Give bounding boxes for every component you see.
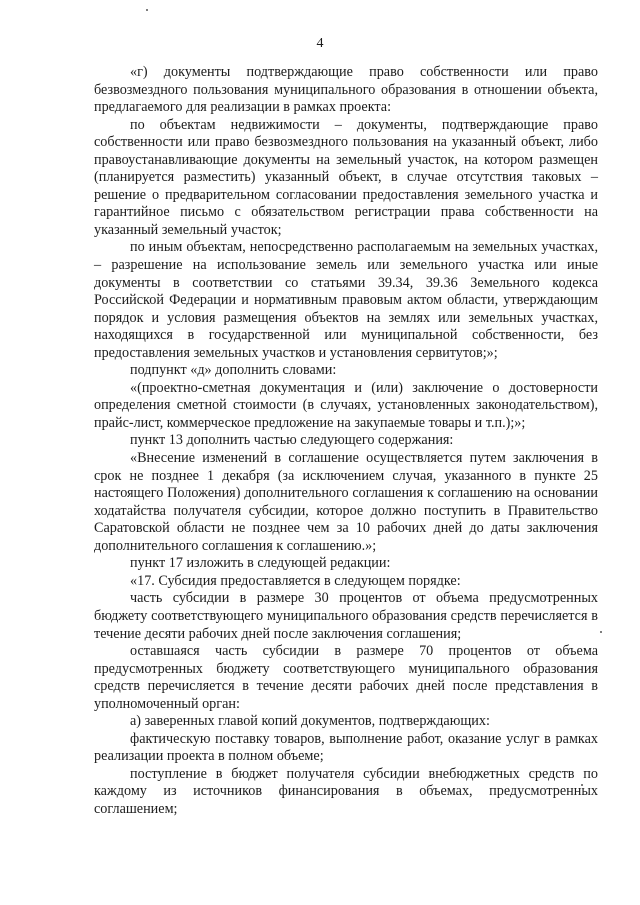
paragraph-design-docs: «(проектно-сметная документация и (или) заключение о достоверности определения сметной стоимости (в случаях, установленных законодательством), прайс-лист, коммерческое предложение на закупаемые товары и т.п.);»; bbox=[94, 379, 598, 431]
paragraph-real-estate: по объектам недвижимости – документы, подтверждающие право собственности или право безвозмездного пользования на указанный объект, либо правоустанавливающие документы на земельный участок, на котором размещен (планируется разместить) указанный объект, в случае отсутствия таковых – решение о предварительном согласовании предоставления земельного участка и гарантийное письмо с обязательством регистрации права собственности на указанный земельный участок; bbox=[94, 116, 598, 238]
paragraph-certified-copies: а) заверенных главой копий документов, подтверждающих: bbox=[130, 713, 490, 730]
paragraph-subsidy-order: «17. Субсидия предоставляется в следующем порядке: bbox=[130, 572, 461, 589]
paragraph-other-objects: по иным объектам, непосредственно располагаемым на земельных участках, – разрешение на использование земель или земельного участка или иные документы в соответствии со статьями 39.34, 39.36 Земельного кодекса Российской Федерации и нормативным правовым актом области, утверждающим порядок и условия размещения объектов на землях или земельных участках, находящихся в государственной или муниципальной собственности, без предоставления земельных участков и установления сервитутов;»; bbox=[94, 239, 598, 361]
paragraph-item-g: «г) документы подтверждающие право собственности или право безвозмездного пользования муниципального образования в отношении объекта, предлагаемого для реализации в рамках проекта: bbox=[94, 64, 598, 116]
page-number: 4 bbox=[316, 36, 324, 51]
paragraph-delivery: фактическую поставку товаров, выполнение работ, оказание услуг в рамках реализации проекта в полном объеме; bbox=[94, 730, 598, 765]
paragraph-item-13: пункт 13 дополнить частью следующего содержания: bbox=[130, 432, 454, 449]
document-body bbox=[94, 64, 598, 819]
paragraph-70-percent: оставшаяся часть субсидии в размере 70 процентов от объема предусмотренных бюджету соответствующего муниципального образования средств перечисляется в течение десяти рабочих дней после представления в уполномоченный орган: bbox=[94, 643, 598, 712]
scan-speck bbox=[146, 9, 148, 11]
paragraph-extrabudgetary: поступление в бюджет получателя субсидии внебюджетных средств по каждому из источников финансирования в объемах, предусмотренных соглашением; bbox=[94, 765, 598, 817]
paragraph-subitem-d: подпункт «д» дополнить словами: bbox=[130, 362, 337, 379]
paragraph-item-17: пункт 17 изложить в следующей редакции: bbox=[130, 555, 391, 572]
paragraph-30-percent: часть субсидии в размере 30 процентов от объема предусмотренных бюджету соответствующего муниципального образования средств перечисляется в течение десяти рабочих дней после заключения соглашения; bbox=[94, 590, 598, 642]
paragraph-amendments: «Внесение изменений в соглашение осуществляется путем заключения в срок не позднее 1 декабря (за исключением случая, указанного в пункте 25 настоящего Положения) дополнительного соглашения к соглашению на основании ходатайства получателя субсидии, которое должно поступить в Правительство Саратовской области не позднее чем за 10 рабочих дней до даты заключения дополнительного соглашения к соглашению.»; bbox=[94, 450, 598, 554]
scan-speck bbox=[600, 631, 602, 633]
